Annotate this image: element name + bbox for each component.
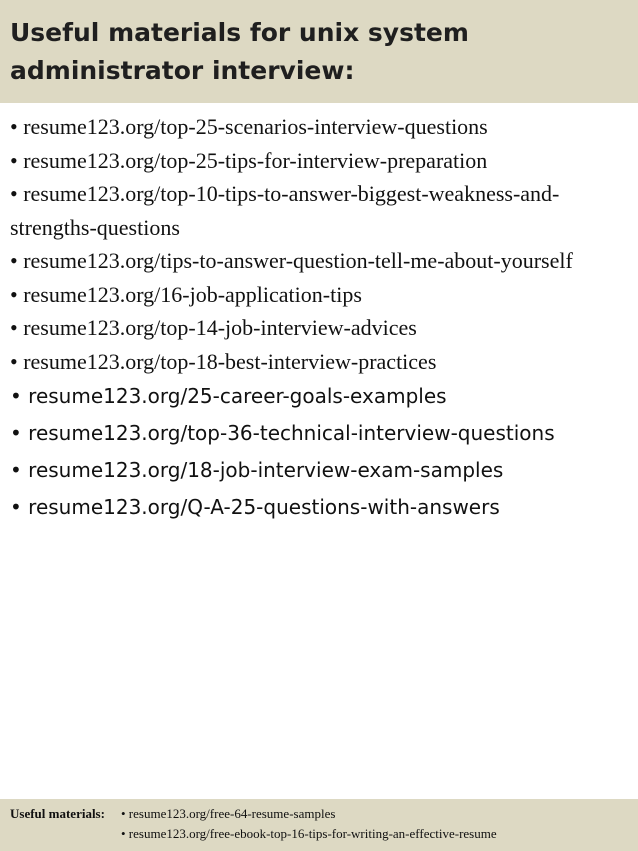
footer-label: Useful materials: bbox=[10, 806, 105, 821]
material-link[interactable]: • resume123.org/top-25-scenarios-interview-questions bbox=[10, 114, 488, 139]
footer-link[interactable]: • resume123.org/free-64-resume-samples bbox=[121, 806, 336, 821]
material-link[interactable]: • resume123.org/tips-to-answer-question-tell-me-about-yourself bbox=[10, 248, 573, 273]
material-link[interactable]: • resume123.org/25-career-goals-examples bbox=[10, 384, 447, 408]
page-title-line-2: administrator interview: bbox=[10, 56, 355, 85]
footer-link[interactable]: • resume123.org/free-ebook-top-16-tips-for-writing-an-effective-resume bbox=[121, 826, 497, 841]
material-link[interactable]: • resume123.org/top-25-tips-for-interview-preparation bbox=[10, 147, 488, 173]
footer-banner bbox=[0, 799, 638, 851]
materials-link-list bbox=[10, 110, 628, 526]
materials-list-section bbox=[10, 110, 628, 526]
material-link[interactable]: • resume123.org/Q-A-25-questions-with-answers bbox=[10, 495, 500, 519]
material-link[interactable]: • resume123.org/top-18-best-interview-practices bbox=[10, 348, 437, 374]
page-title-line-1: Useful materials for unix system bbox=[10, 18, 469, 47]
header-banner bbox=[0, 0, 638, 103]
material-link[interactable]: • resume123.org/18-job-interview-exam-samples bbox=[10, 458, 504, 482]
material-link[interactable]: • resume123.org/top-36-technical-interview-questions bbox=[10, 421, 555, 445]
material-link[interactable]: • resume123.org/16-job-application-tips bbox=[10, 281, 362, 307]
page-title bbox=[10, 14, 628, 90]
material-link[interactable]: • resume123.org/top-14-job-interview-advices bbox=[10, 315, 417, 340]
material-link[interactable]: • resume123.org/top-10-tips-to-answer-biggest-weakness-and-strengths-questions bbox=[10, 181, 560, 240]
footer-link-list bbox=[121, 804, 497, 844]
footer-row bbox=[10, 804, 628, 844]
